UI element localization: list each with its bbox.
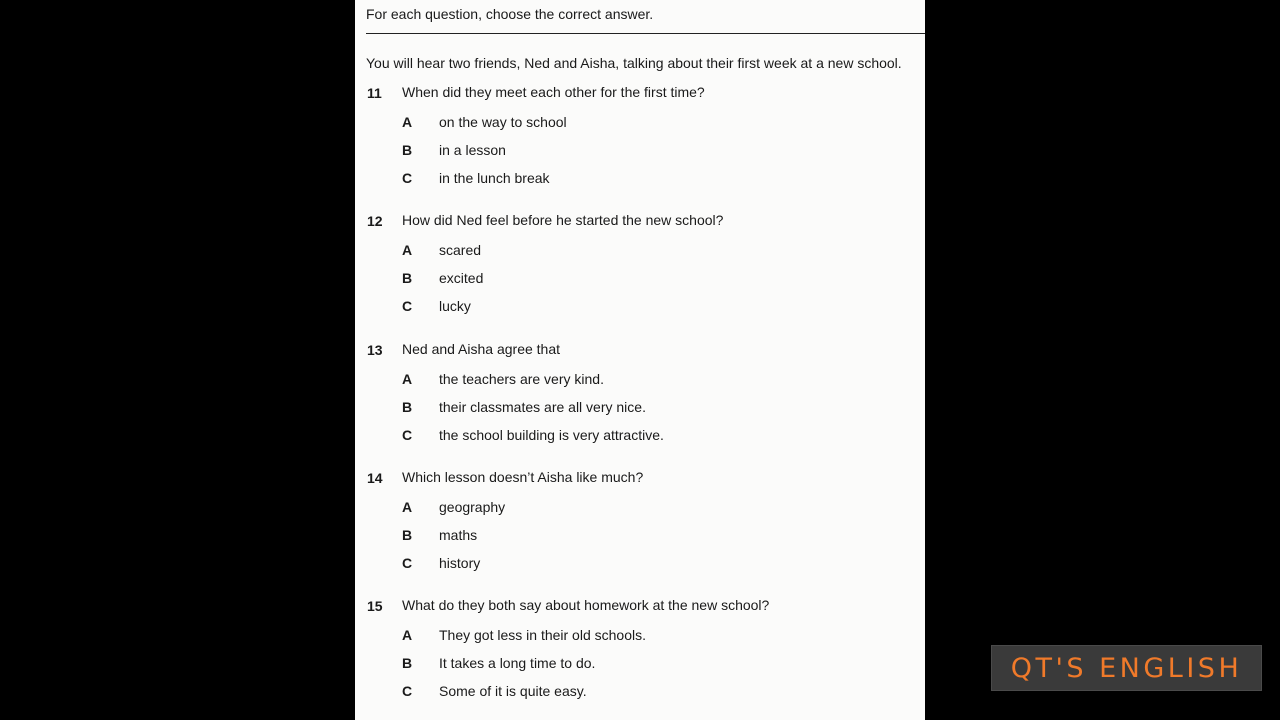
option-text: the school building is very attractive.: [439, 427, 664, 443]
question-number: 15: [367, 598, 383, 614]
channel-watermark: [991, 645, 1262, 691]
option-letter: A: [402, 499, 413, 515]
header-divider: [366, 33, 925, 34]
answer-option-c[interactable]: [366, 292, 916, 320]
answer-option-b[interactable]: [366, 393, 916, 421]
option-text: in the lunch break: [439, 170, 550, 186]
option-text: in a lesson: [439, 142, 506, 158]
answer-option-c[interactable]: [366, 677, 916, 705]
option-letter: C: [402, 298, 413, 314]
option-text: on the way to school: [439, 114, 567, 130]
answer-option-b[interactable]: [366, 649, 916, 677]
answer-option-a[interactable]: [366, 621, 916, 649]
option-letter: A: [402, 242, 413, 258]
option-text: scared: [439, 242, 482, 258]
option-text: Some of it is quite easy.: [439, 683, 587, 699]
option-letter: A: [402, 371, 413, 387]
exam-page: [355, 0, 925, 720]
question-text: Which lesson doesn’t Aisha like much?: [402, 469, 644, 485]
option-text: excited: [439, 270, 484, 286]
option-text: geography: [439, 499, 506, 515]
option-letter: A: [402, 114, 413, 130]
option-letter: C: [402, 170, 413, 186]
answer-option-a[interactable]: [366, 108, 916, 136]
answer-option-b[interactable]: [366, 136, 916, 164]
question-text: What do they both say about homework at the new school?: [402, 597, 770, 613]
option-text: lucky: [439, 298, 471, 314]
question-text: How did Ned feel before he started the new school?: [402, 212, 724, 228]
option-letter: A: [402, 627, 413, 643]
question-14: [366, 469, 916, 571]
question-12: [366, 212, 916, 314]
answer-option-a[interactable]: [366, 236, 916, 264]
option-letter: C: [402, 683, 413, 699]
question-number: 11: [367, 85, 382, 101]
question-number: 12: [367, 213, 383, 229]
answer-option-b[interactable]: [366, 521, 916, 549]
question-text: When did they meet each other for the first time?: [402, 84, 705, 100]
answer-option-a[interactable]: [366, 493, 916, 521]
option-text: They got less in their old schools.: [439, 627, 646, 643]
option-letter: B: [402, 527, 413, 543]
question-number: 13: [367, 342, 383, 358]
answer-option-c[interactable]: [366, 421, 916, 449]
answer-option-c[interactable]: [366, 549, 916, 577]
question-number: 14: [367, 470, 383, 486]
channel-watermark-text: QT'S ENGLISH: [1010, 652, 1243, 684]
option-text: their classmates are all very nice.: [439, 399, 646, 415]
option-text: maths: [439, 527, 478, 543]
intro-text: You will hear two friends, Ned and Aisha, talking about their first week at a new school.: [366, 55, 902, 71]
option-letter: C: [402, 555, 413, 571]
question-15: [366, 597, 916, 699]
option-text: history: [439, 555, 481, 571]
option-letter: C: [402, 427, 413, 443]
answer-option-c[interactable]: [366, 164, 916, 192]
answer-option-a[interactable]: [366, 365, 916, 393]
option-text: the teachers are very kind.: [439, 371, 604, 387]
option-letter: B: [402, 270, 413, 286]
option-letter: B: [402, 399, 413, 415]
answer-option-b[interactable]: [366, 264, 916, 292]
question-text: Ned and Aisha agree that: [402, 341, 561, 357]
option-text: It takes a long time to do.: [439, 655, 596, 671]
question-13: [366, 341, 916, 443]
question-11: [366, 84, 916, 186]
option-letter: B: [402, 655, 413, 671]
option-letter: B: [402, 142, 413, 158]
instruction-text: For each question, choose the correct answer.: [366, 6, 654, 22]
